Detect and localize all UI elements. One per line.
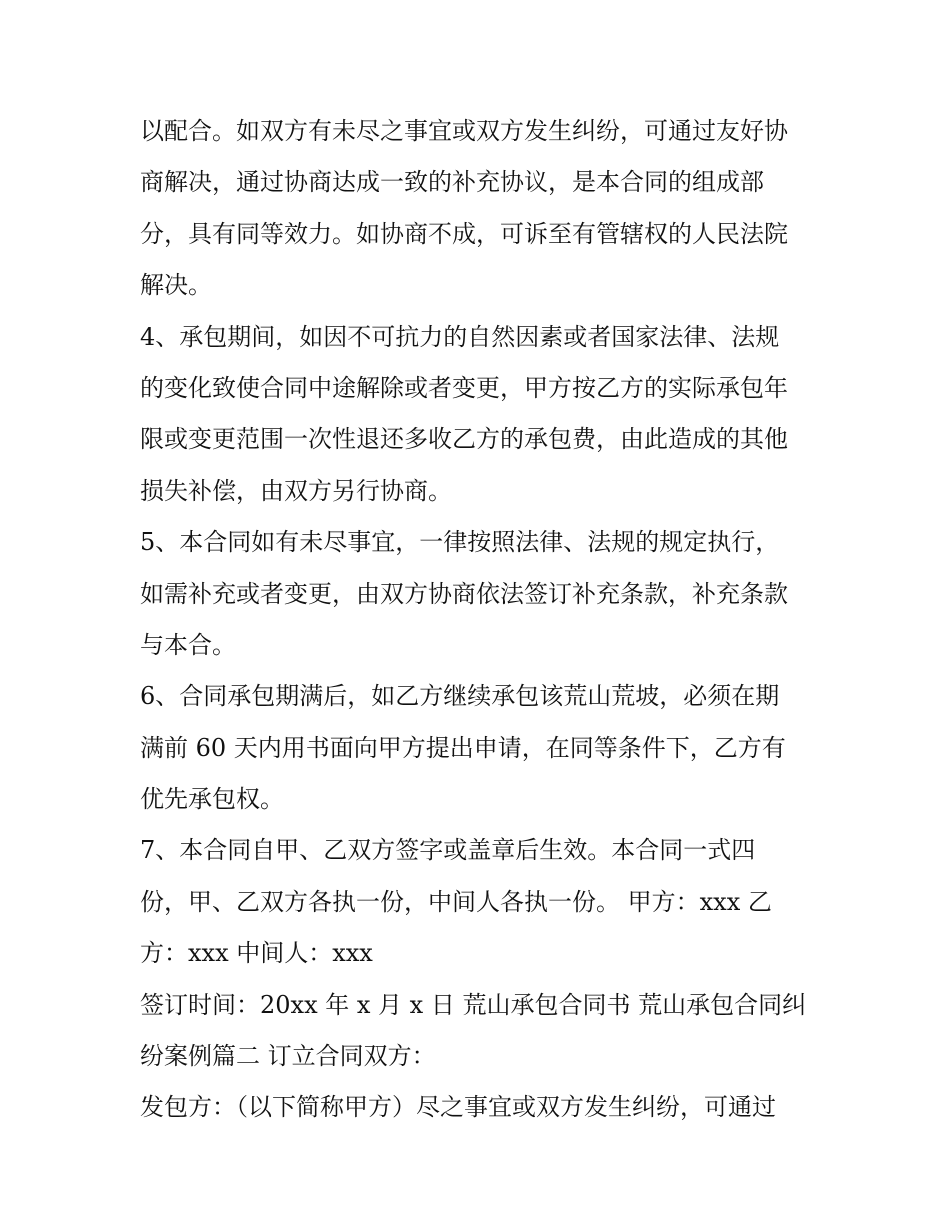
text-line: 发包方：（以下简称甲方）尽之事宜或双方发生纠纷，可通过: [140, 1093, 776, 1122]
text-line: 分，具有同等效力。如协商不成，可诉至有管辖权的人民法院: [140, 219, 788, 248]
text-line: 解决。: [140, 271, 212, 300]
text-line: 签订时间：20xx 年 x 月 x 日 荒山承包合同书 荒山承包合同纠: [140, 990, 807, 1019]
text-line: 优先承包权。: [140, 785, 284, 814]
text-line: 5、本合同如有未尽事宜，一律按照法律、法规的规定执行，: [140, 528, 780, 557]
text-line: 商解决，通过协商达成一致的补充协议，是本合同的组成部: [140, 168, 764, 197]
text-line: 损失补偿，由双方另行协商。: [140, 476, 452, 505]
text-line: 份，甲、乙双方各执一份，中间人各执一份。 甲方：xxx 乙: [140, 887, 772, 916]
contract-text-body: [140, 106, 820, 1134]
text-line: 4、承包期间，如因不可抗力的自然因素或者国家法律、法规: [140, 322, 780, 351]
text-line: 的变化致使合同中途解除或者变更，甲方按乙方的实际承包年: [140, 373, 788, 402]
text-line: 方：xxx 中间人：xxx: [140, 939, 373, 968]
text-line: 6、合同承包期满后，如乙方继续承包该荒山荒坡，必须在期: [140, 682, 780, 711]
text-line: 如需补充或者变更，由双方协商依法签订补充条款，补充条款: [140, 579, 788, 608]
text-line: 纷案例篇二 订立合同双方：: [140, 1042, 436, 1071]
text-line: 满前 60 天内用书面向甲方提出申请，在同等条件下，乙方有: [140, 733, 786, 762]
text-line: 与本合。: [140, 630, 236, 659]
text-line: 限或变更范围一次性退还多收乙方的承包费，由此造成的其他: [140, 425, 788, 454]
text-line: 以配合。如双方有未尽之事宜或双方发生纠纷，可通过友好协: [140, 117, 788, 145]
text-line: 7、本合同自甲、乙双方签字或盖章后生效。本合同一式四: [140, 836, 756, 865]
